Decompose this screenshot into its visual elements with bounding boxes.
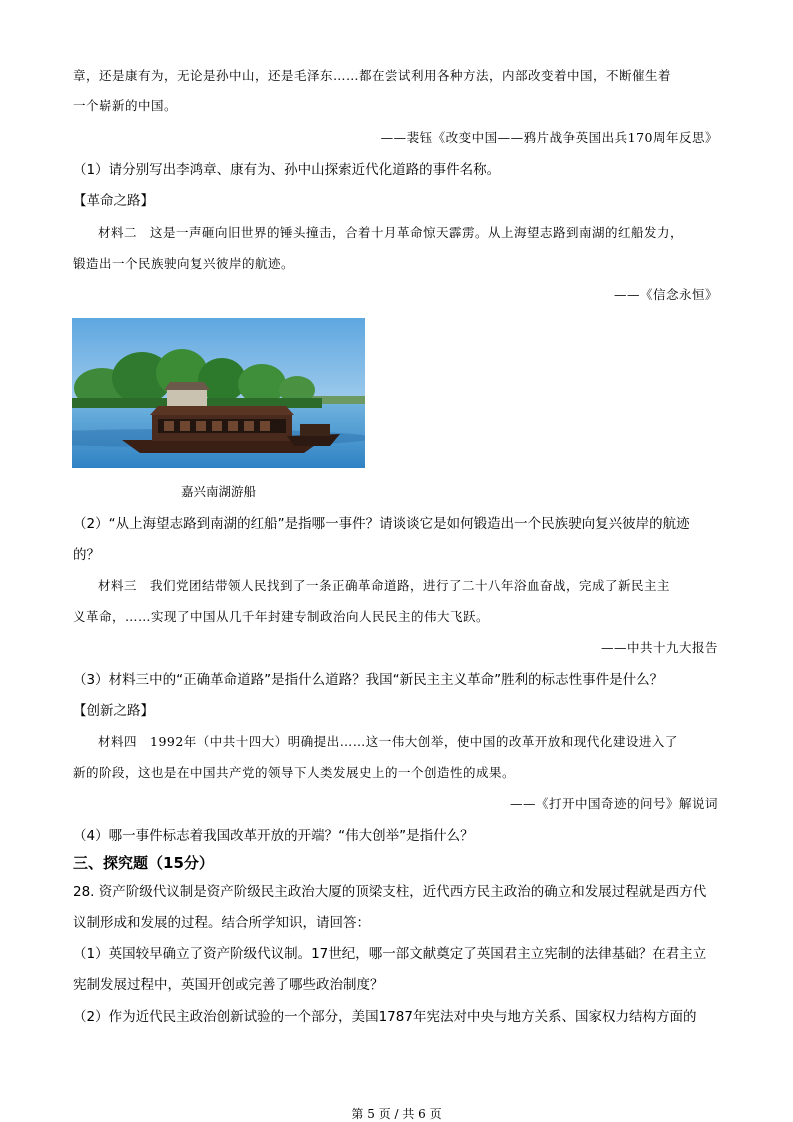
material4-text-line1: 材料四 1992年（中共十四大）明确提出……这一伟大创举，使中国的改革开放和现代化建设进入了 xyxy=(98,734,678,749)
nanhu-red-boat-photo xyxy=(72,318,365,468)
material4-text-line2: 新的阶段，这也是在中国共产党的领导下人类发展史上的一个创造性的成果。 xyxy=(73,765,516,780)
question-4: （4）哪一事件标志着我国改革开放的开端？“伟大创举”是指什么？ xyxy=(73,828,474,844)
question-28-1-line2: 宪制发展过程中，英国开创或完善了哪些政治制度？ xyxy=(73,977,384,993)
material2-source: ——《信念永恒》 xyxy=(613,287,718,302)
question-28-2-line1: （2）作为近代民主政治创新试验的一个部分，美国1787年宪法对中央与地方关系、国家权力结构方面的 xyxy=(73,1009,697,1025)
section-innovation-heading: 【创新之路】 xyxy=(73,703,154,719)
question-3: （3）材料三中的“正确革命道路”是指什么道路？我国“新民主主义革命”胜利的标志性事件是什么？ xyxy=(73,672,664,688)
material2-text-line2: 锻造出一个民族驶向复兴彼岸的航迹。 xyxy=(73,256,295,271)
material1-text-line2: 一个崭新的中国。 xyxy=(73,98,178,113)
photo-caption: 嘉兴南湖游船 xyxy=(180,484,256,499)
material3-source: ——中共十九大报告 xyxy=(600,640,718,655)
question-1: （1）请分别写出李鸿章、康有为、孙中山探索近代化道路的事件名称。 xyxy=(73,162,501,178)
material1-text-line1: 章，还是康有为，无论是孙中山，还是毛泽东……都在尝试利用各种方法，内部改变着中国，不断催生着 xyxy=(73,68,672,83)
material3-text-line1: 材料三 我们党团结带领人民找到了一条正确革命道路，进行了二十八年浴血奋战，完成了新民主主 xyxy=(98,578,671,593)
material1-source: ——裴钰《改变中国——鸦片战争英国出兵170周年反思》 xyxy=(380,130,718,145)
question-2-line1: （2）“从上海望志路到南湖的红船”是指哪一事件？请谈谈它是如何锻造出一个民族驶向复兴彼岸的航迹 xyxy=(73,516,690,532)
photo-illustration xyxy=(72,318,365,468)
section-3-title: 三、探究题（15分） xyxy=(73,854,214,872)
question-28-line2: 议制形成和发展的过程。结合所学知识，请回答： xyxy=(73,915,370,931)
section-revolution-heading: 【革命之路】 xyxy=(73,193,154,209)
question-2-line2: 的？ xyxy=(73,547,100,563)
page-footer: 第 5 页 / 共 6 页 xyxy=(351,1107,442,1121)
question-28-line1: 28. 资产阶级代议制是资产阶级民主政治大厦的顶梁支柱，近代西方民主政治的确立和发展过程就是西方代 xyxy=(73,884,707,900)
question-28-1-line1: （1）英国较早确立了资产阶级代议制。17世纪，哪一部文献奠定了英国君主立宪制的法律基础？在君主立 xyxy=(73,946,707,962)
material2-text-line1: 材料二 这是一声砸向旧世界的锤头撞击，合着十月革命惊天霹雳。从上海望志路到南湖的红船发力， xyxy=(98,225,684,240)
material3-text-line2: 义革命，……实现了中国从几千年封建专制政治向人民民主的伟大飞跃。 xyxy=(73,609,490,624)
material4-source: ——《打开中国奇迹的问号》解说词 xyxy=(509,796,718,811)
